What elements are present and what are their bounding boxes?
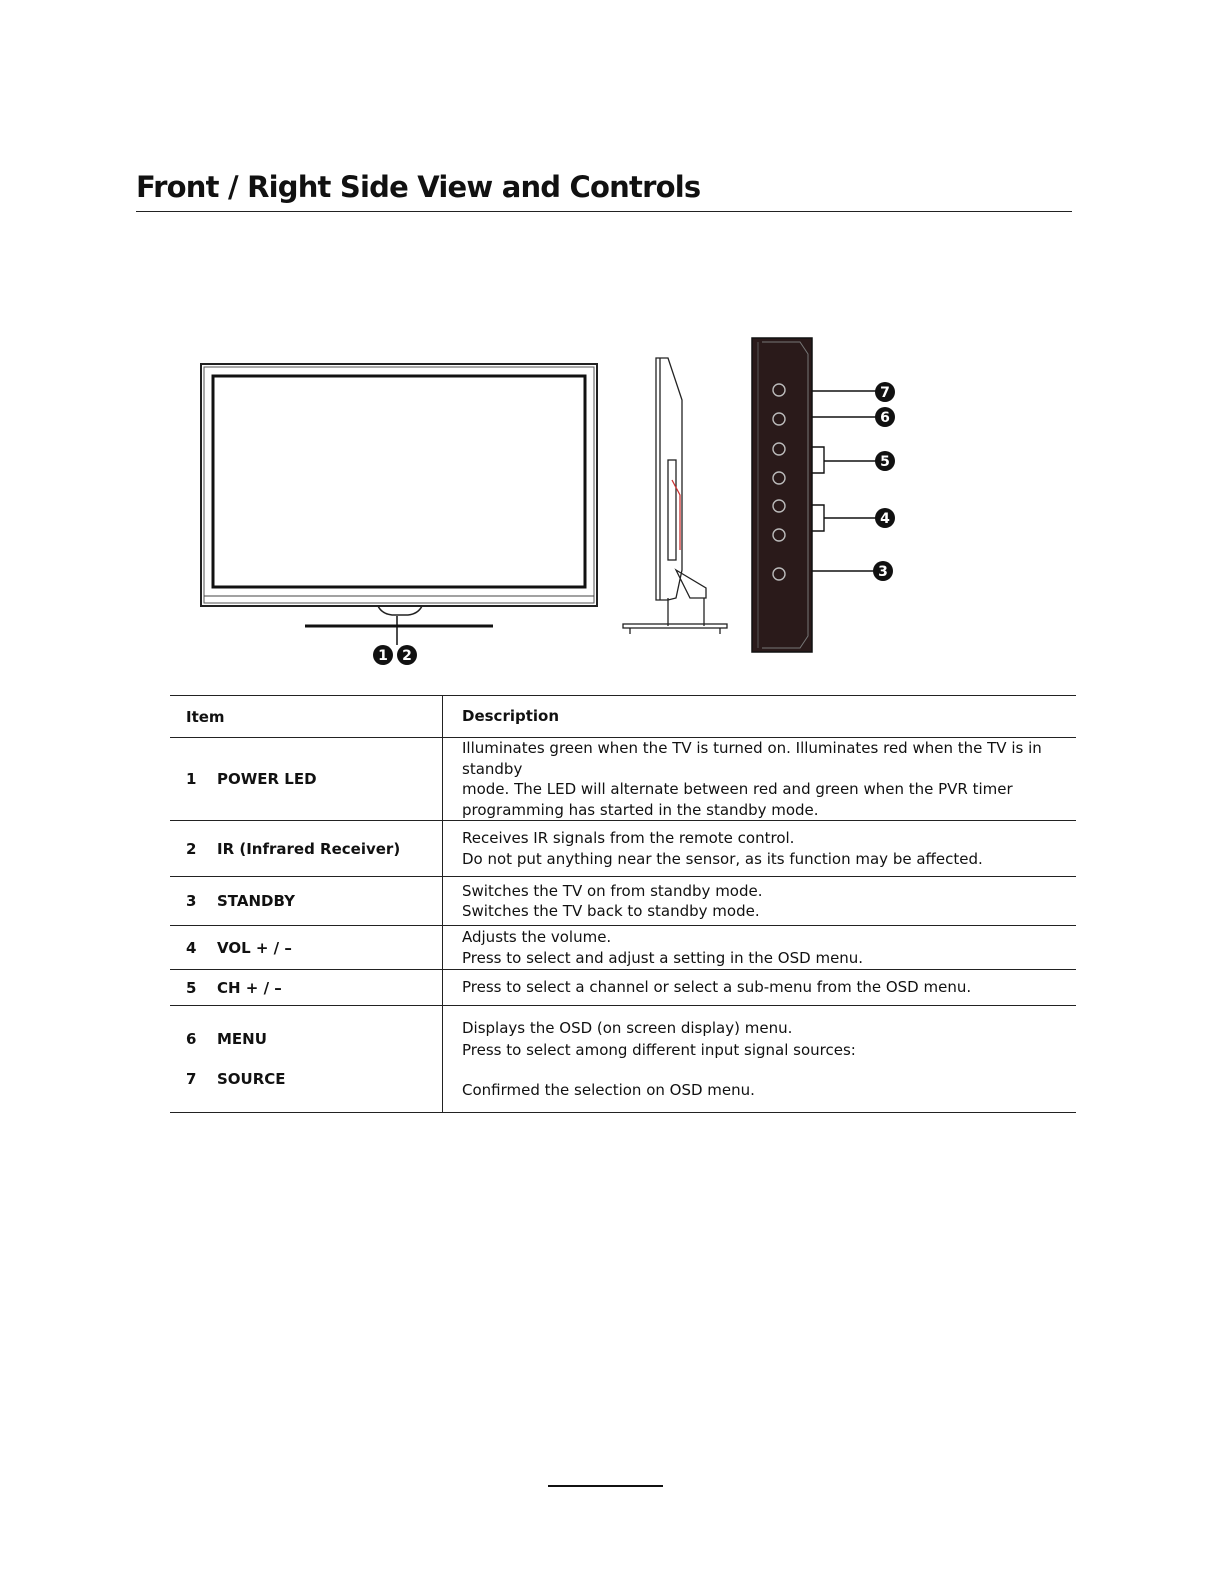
callout-5-label: 5	[880, 454, 890, 470]
description-line: Do not put anything near the sensor, as its function may be affected.	[462, 849, 983, 868]
callout-4-label: 4	[880, 511, 890, 527]
item-number: 1	[186, 770, 197, 788]
tv-side-profile	[623, 358, 727, 634]
item-label: CH + / –	[217, 978, 282, 997]
description-line: Press to select and adjust a setting in the OSD menu.	[462, 948, 864, 967]
header-description: Description	[443, 696, 1077, 738]
item-label: VOL + / –	[217, 938, 292, 957]
tv-front-view	[201, 364, 597, 645]
description-line: mode. The LED will alternate between red and green when the PVR timer	[462, 780, 1013, 798]
callout-1-2	[373, 645, 417, 665]
callout-3-label: 3	[878, 564, 888, 580]
item-number: 3	[186, 892, 197, 910]
description-line: Displays the OSD (on screen display) menu.	[462, 1019, 793, 1037]
table-header-row	[170, 696, 1076, 738]
header-item: Item	[170, 696, 443, 738]
item-label: IR (Infrared Receiver)	[217, 839, 401, 858]
table-row	[170, 821, 1076, 877]
item-number: 6	[186, 1030, 197, 1048]
callout-2-label: 2	[402, 648, 412, 664]
title-underline	[136, 211, 1072, 212]
item-label: POWER LED	[217, 770, 317, 788]
description-line: Receives IR signals from the remote control.	[462, 829, 795, 847]
description-line: Confirmed the selection on OSD menu.	[462, 1081, 755, 1099]
table-row	[170, 926, 1076, 970]
item-number: 7	[186, 1070, 197, 1088]
item-number: 4	[186, 938, 197, 957]
item-label: STANDBY	[217, 892, 295, 910]
description-line: Adjusts the volume.	[462, 928, 612, 946]
callout-6-label: 6	[880, 410, 890, 426]
item-label: SOURCE	[217, 1070, 286, 1088]
description-line: programming has started in the standby mode.	[462, 800, 819, 819]
description-line: Press to select among different input signal sources:	[462, 1041, 856, 1059]
page-title: Front / Right Side View and Controls	[136, 170, 701, 204]
description-line: Illuminates green when the TV is turned on. Illuminates red when the TV is in standby	[462, 739, 1042, 778]
page-footer-rule	[548, 1485, 663, 1487]
description-line: Press to select a channel or select a sub-menu from the OSD menu.	[462, 978, 972, 997]
description-line: Switches the TV back to standby mode.	[462, 902, 760, 920]
callout-1-label: 1	[378, 648, 388, 664]
tv-diagram-svg	[0, 330, 1224, 675]
tv-diagram	[0, 330, 1224, 675]
callout-7-label: 7	[880, 385, 890, 401]
tv-side-button-panel	[752, 338, 895, 652]
controls-table	[170, 695, 1076, 1113]
item-label: MENU	[217, 1030, 267, 1048]
item-number: 5	[186, 978, 197, 997]
table-row	[170, 970, 1076, 1006]
table-row	[170, 877, 1076, 926]
description-line: Switches the TV on from standby mode.	[462, 881, 763, 900]
table-row	[170, 1006, 1076, 1113]
item-number: 2	[186, 839, 197, 858]
table-row	[170, 738, 1076, 821]
